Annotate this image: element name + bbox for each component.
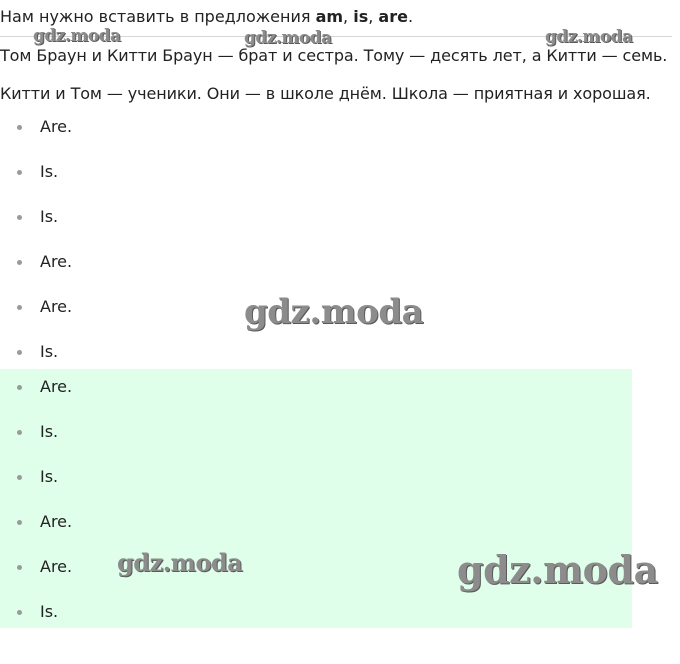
paragraph-1: Том Браун и Китти Браун — брат и сестра. Тому — десять лет, а Китти — семь. bbox=[0, 46, 668, 65]
divider bbox=[0, 36, 672, 37]
bullet-icon bbox=[17, 565, 22, 570]
answer-text: Are. bbox=[40, 377, 73, 396]
watermark: gdz.moda bbox=[33, 26, 121, 46]
bullet-icon bbox=[17, 520, 22, 525]
answer-text: Are. bbox=[40, 557, 73, 576]
task-instruction bbox=[0, 7, 413, 27]
answer-item bbox=[0, 207, 200, 227]
keyword-am: am bbox=[315, 7, 344, 26]
highlight-block bbox=[0, 369, 632, 628]
answer-item bbox=[0, 602, 200, 622]
answer-text: Is. bbox=[40, 207, 59, 226]
separator: , bbox=[368, 7, 379, 26]
answer-text: Is. bbox=[40, 467, 59, 486]
keyword-are: are bbox=[378, 7, 408, 26]
bullet-icon bbox=[17, 475, 22, 480]
answer-item bbox=[0, 557, 200, 577]
watermark: gdz.moda bbox=[545, 27, 633, 47]
separator: , bbox=[343, 7, 354, 26]
answer-item bbox=[0, 512, 200, 532]
task-suffix: . bbox=[407, 7, 414, 26]
bullet-icon bbox=[17, 170, 22, 175]
answer-item bbox=[0, 252, 200, 272]
bullet-icon bbox=[17, 305, 22, 310]
answer-text: Are. bbox=[40, 512, 73, 531]
answer-item bbox=[0, 377, 200, 397]
watermark: gdz.moda bbox=[244, 292, 424, 332]
answer-text: Is. bbox=[40, 602, 59, 621]
answer-text: Are. bbox=[40, 117, 73, 136]
bullet-icon bbox=[17, 215, 22, 220]
bullet-icon bbox=[17, 125, 22, 130]
answer-text: Is. bbox=[40, 342, 59, 361]
bullet-icon bbox=[17, 430, 22, 435]
answer-text: Is. bbox=[40, 422, 59, 441]
bullet-icon bbox=[17, 350, 22, 355]
answer-item bbox=[0, 297, 200, 317]
task-prefix: Нам нужно вставить в предложения bbox=[0, 7, 316, 26]
bullet-icon bbox=[17, 385, 22, 390]
answer-text: Is. bbox=[40, 162, 59, 181]
watermark: gdz.moda bbox=[457, 547, 658, 592]
answer-item bbox=[0, 467, 200, 487]
bullet-icon bbox=[17, 260, 22, 265]
answer-text: Are. bbox=[40, 252, 73, 271]
bullet-icon bbox=[17, 610, 22, 615]
answer-item bbox=[0, 162, 200, 182]
answer-item bbox=[0, 117, 200, 137]
watermark: gdz.moda bbox=[117, 548, 243, 577]
paragraph-2: Китти и Том — ученики. Они — в школе днём. Школа — приятная и хорошая. bbox=[0, 84, 651, 103]
answer-text: Are. bbox=[40, 297, 73, 316]
answer-item bbox=[0, 342, 200, 362]
watermark: gdz.moda bbox=[244, 28, 332, 48]
keyword-is: is bbox=[353, 7, 369, 26]
answer-item bbox=[0, 422, 200, 442]
